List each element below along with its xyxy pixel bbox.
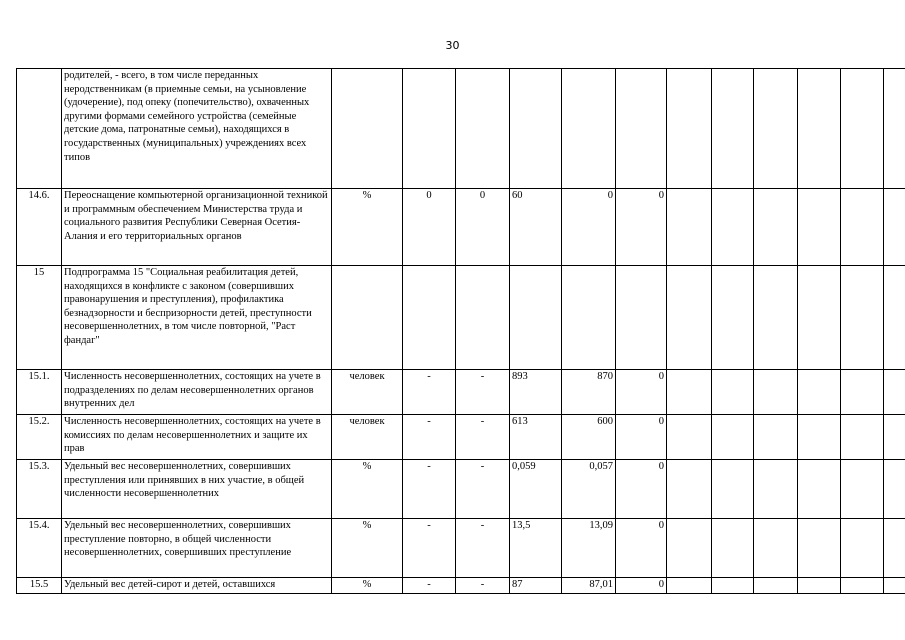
unit-cell: человек	[332, 370, 403, 415]
indicator-name-cell: Удельный вес несовершеннолетних, совершивших преступления или принявших в них участие, в общей численности несовершеннолетних	[62, 460, 332, 519]
value-cell-5: 0	[616, 460, 667, 519]
empty-cell	[667, 578, 712, 594]
value-cell-1: 0	[403, 189, 456, 266]
empty-cell	[798, 69, 841, 189]
indicator-name-cell: родителей, - всего, в том числе переданных неродственникам (в приемные семьи, на усыновление (удочерение), под опеку (попечительство), охваченных другими формами семейного устройства (семейные детские дома, патронатные семьи), находящихся в государственных (муниципальных) учреждениях всех типов	[62, 69, 332, 189]
row-number-cell: 15.5	[17, 578, 62, 594]
unit-cell	[332, 266, 403, 370]
value-cell-4	[562, 266, 616, 370]
indicator-name-cell: Удельный вес несовершеннолетних, совершивших преступление повторно, в общей численности несовершеннолетних, совершивших преступление	[62, 519, 332, 578]
row-number-cell: 15	[17, 266, 62, 370]
indicator-name-cell: Подпрограмма 15 "Социальная реабилитация детей, находящихся в конфликте с законом (совершивших правонарушения и преступления), профилактика безнадзорности и беспризорности детей, преступности несовершеннолетних, в том числе повторной, "Раст фандаг"	[62, 266, 332, 370]
value-cell-3: 13,5	[510, 519, 562, 578]
value-cell-3: 893	[510, 370, 562, 415]
value-cell-2: -	[456, 370, 510, 415]
empty-cell	[884, 519, 905, 578]
empty-cell	[798, 519, 841, 578]
value-cell-5: 0	[616, 370, 667, 415]
empty-cell	[712, 189, 754, 266]
value-cell-2: -	[456, 519, 510, 578]
unit-cell: человек	[332, 415, 403, 460]
value-cell-1: -	[403, 519, 456, 578]
value-cell-5	[616, 266, 667, 370]
value-cell-4: 13,09	[562, 519, 616, 578]
value-cell-3	[510, 69, 562, 189]
value-cell-4	[562, 69, 616, 189]
table-row	[17, 578, 905, 594]
value-cell-5	[616, 69, 667, 189]
table-row	[17, 370, 905, 415]
row-number-cell: 15.1.	[17, 370, 62, 415]
empty-cell	[884, 69, 905, 189]
empty-cell	[712, 460, 754, 519]
table-row	[17, 415, 905, 460]
indicator-name-cell: Численность несовершеннолетних, состоящих на учете в комиссиях по делам несовершеннолетних и защите их прав	[62, 415, 332, 460]
unit-cell: %	[332, 460, 403, 519]
empty-cell	[667, 189, 712, 266]
value-cell-5: 0	[616, 578, 667, 594]
empty-cell	[667, 415, 712, 460]
value-cell-3: 613	[510, 415, 562, 460]
empty-cell	[841, 189, 884, 266]
empty-cell	[667, 266, 712, 370]
indicator-name-cell: Численность несовершеннолетних, состоящих на учете в подразделениях по делам несовершеннолетних органов внутренних дел	[62, 370, 332, 415]
empty-cell	[754, 189, 798, 266]
unit-cell	[332, 69, 403, 189]
empty-cell	[754, 69, 798, 189]
value-cell-2	[456, 69, 510, 189]
value-cell-5: 0	[616, 415, 667, 460]
row-number-cell: 15.2.	[17, 415, 62, 460]
value-cell-1: -	[403, 578, 456, 594]
empty-cell	[798, 415, 841, 460]
empty-cell	[884, 266, 905, 370]
empty-cell	[754, 415, 798, 460]
table-row	[17, 69, 905, 189]
empty-cell	[841, 578, 884, 594]
value-cell-2: -	[456, 578, 510, 594]
unit-cell: %	[332, 189, 403, 266]
empty-cell	[884, 460, 905, 519]
table-row	[17, 519, 905, 578]
empty-cell	[841, 519, 884, 578]
empty-cell	[667, 460, 712, 519]
value-cell-4: 870	[562, 370, 616, 415]
page-number: 30	[445, 39, 460, 52]
table-body	[17, 69, 905, 594]
empty-cell	[841, 370, 884, 415]
value-cell-3	[510, 266, 562, 370]
indicator-name-cell: Удельный вес детей-сирот и детей, оставшихся	[62, 578, 332, 594]
row-number-cell: 15.3.	[17, 460, 62, 519]
unit-cell: %	[332, 578, 403, 594]
value-cell-2	[456, 266, 510, 370]
row-number-cell: 15.4.	[17, 519, 62, 578]
empty-cell	[798, 189, 841, 266]
value-cell-3: 87	[510, 578, 562, 594]
value-cell-4: 87,01	[562, 578, 616, 594]
empty-cell	[667, 519, 712, 578]
table-row	[17, 189, 905, 266]
value-cell-4: 600	[562, 415, 616, 460]
empty-cell	[712, 370, 754, 415]
empty-cell	[754, 578, 798, 594]
empty-cell	[841, 69, 884, 189]
empty-cell	[798, 460, 841, 519]
empty-cell	[798, 266, 841, 370]
table-row	[17, 460, 905, 519]
empty-cell	[754, 460, 798, 519]
value-cell-1	[403, 266, 456, 370]
value-cell-2: 0	[456, 189, 510, 266]
value-cell-4: 0,057	[562, 460, 616, 519]
empty-cell	[712, 578, 754, 594]
empty-cell	[841, 266, 884, 370]
value-cell-1: -	[403, 370, 456, 415]
value-cell-5: 0	[616, 189, 667, 266]
value-cell-1	[403, 69, 456, 189]
value-cell-3: 0,059	[510, 460, 562, 519]
unit-cell: %	[332, 519, 403, 578]
empty-cell	[667, 69, 712, 189]
empty-cell	[884, 578, 905, 594]
value-cell-5: 0	[616, 519, 667, 578]
indicator-name-cell: Переоснащение компьютерной организационной техникой и программным обеспечением Министерства труда и социального развития Республики Северная Осетия-Алания и его территориальных органов	[62, 189, 332, 266]
empty-cell	[841, 415, 884, 460]
empty-cell	[884, 415, 905, 460]
empty-cell	[841, 460, 884, 519]
empty-cell	[884, 370, 905, 415]
empty-cell	[712, 266, 754, 370]
value-cell-1: -	[403, 415, 456, 460]
empty-cell	[754, 266, 798, 370]
value-cell-2: -	[456, 460, 510, 519]
empty-cell	[754, 519, 798, 578]
empty-cell	[884, 189, 905, 266]
value-cell-4: 0	[562, 189, 616, 266]
value-cell-1: -	[403, 460, 456, 519]
empty-cell	[667, 370, 712, 415]
table-row	[17, 266, 905, 370]
row-number-cell: 14.6.	[17, 189, 62, 266]
indicators-table	[16, 68, 905, 594]
empty-cell	[712, 69, 754, 189]
empty-cell	[754, 370, 798, 415]
empty-cell	[798, 578, 841, 594]
empty-cell	[712, 519, 754, 578]
row-number-cell	[17, 69, 62, 189]
empty-cell	[712, 415, 754, 460]
value-cell-2: -	[456, 415, 510, 460]
value-cell-3: 60	[510, 189, 562, 266]
empty-cell	[798, 370, 841, 415]
